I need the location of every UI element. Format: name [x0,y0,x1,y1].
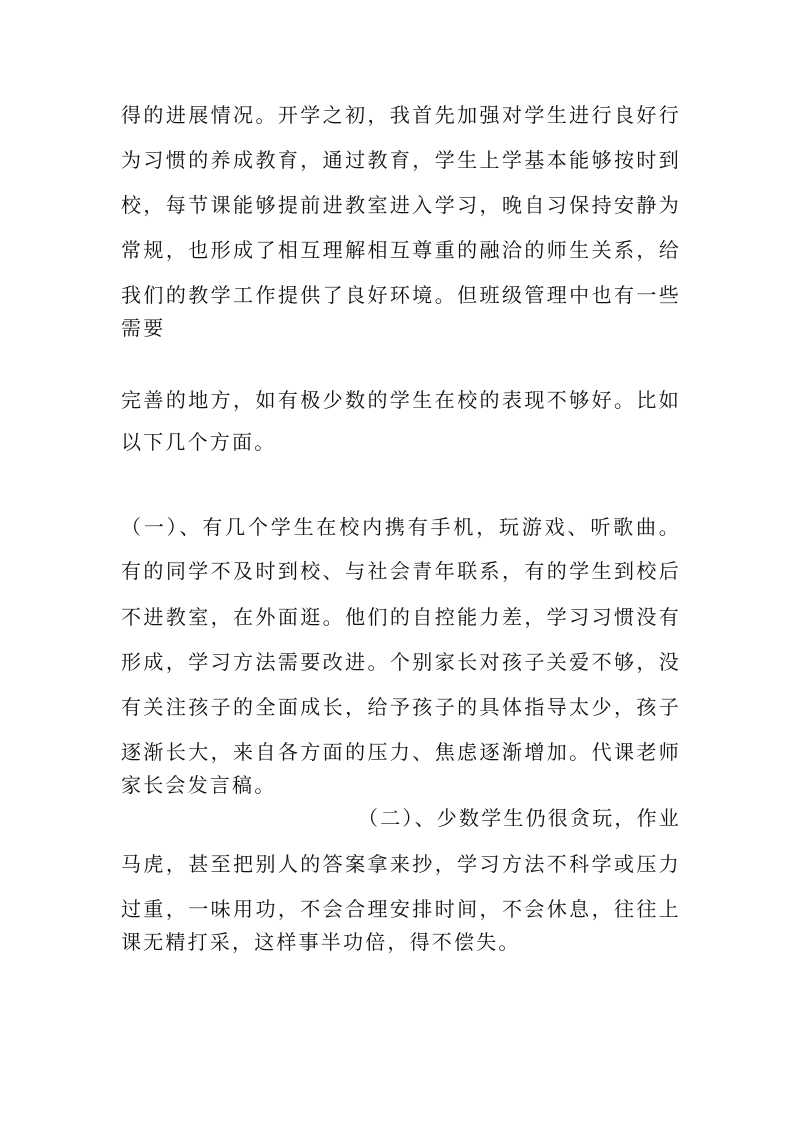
text-line: （一）、有几个学生在校内携有手机，玩游戏、听歌曲。 [121,515,681,539]
text-line: 有的同学不及时到校、与社会青年联系，有的学生到校后 [121,559,681,583]
text-line: 不进教室，在外面逛。他们的自控能力差，学习习惯没有 [121,605,681,629]
text-line: 家长会发言稿。 [121,773,277,797]
text-line: （二）、少数学生仍很贪玩，作业 [358,806,681,830]
text-line: 校，每节课能够提前进教室进入学习，晚自习保持安静为 [121,193,681,217]
text-line: 我们的教学工作提供了良好环境。但班级管理中也有一些 [121,283,681,307]
text-line: 课无精打采，这样事半功倍，得不偿失。 [121,930,521,954]
text-line: 逐渐长大，来自各方面的压力、焦虑逐渐增加。代课老师 [121,740,681,764]
text-line: 得的进展情况。开学之初，我首先加强对学生进行良好行 [121,103,681,127]
text-line: 完善的地方，如有极少数的学生在校的表现不够好。比如 [121,388,681,412]
text-line: 过重，一味用功，不会合理安排时间，不会休息，往往上 [121,897,681,921]
text-line: 马虎，甚至把别人的答案拿来抄，学习方法不科学或压力 [121,852,681,876]
text-line: 为习惯的养成教育，通过教育，学生上学基本能够按时到 [121,148,681,172]
text-line: 有关注孩子的全面成长，给予孩子的具体指导太少，孩子 [121,695,681,719]
text-line: 需要 [121,316,166,340]
text-line: 常规，也形成了相互理解相互尊重的融洽的师生关系，给 [121,238,681,262]
text-line: 以下几个方面。 [121,430,277,454]
text-line: 形成，学习方法需要改进。个别家长对孩子关爱不够，没 [121,650,681,674]
